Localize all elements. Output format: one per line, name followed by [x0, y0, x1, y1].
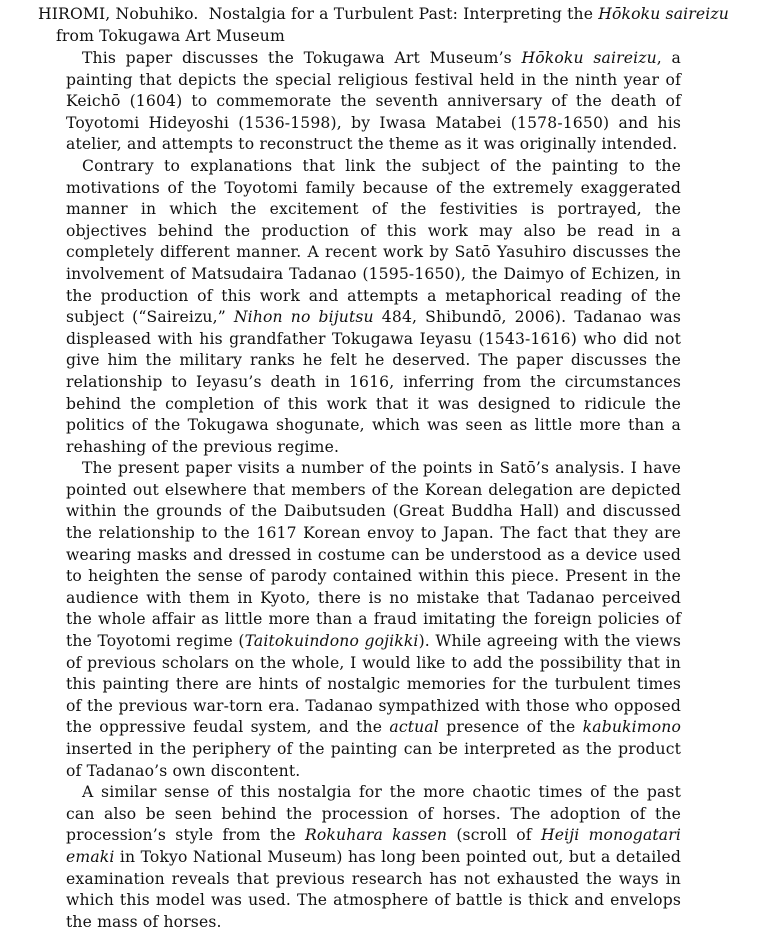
article-title-italic: Hōkoku saireizu: [598, 5, 729, 23]
p3-text-a: The present paper visits a number of the points in Satō’s analysis. I have pointed out elsewhere that members of the Korean delegation are depicted within the grounds of the Daibutsuden (Great Buddha Hall) and discussed the relationship to the 1617 Korean envoy to Japan. The fact that they are wearing masks and dressed in costume can be understood as a device used to heighten the sense of parody contained within this piece. Present in the audience with them in Kyoto, there is no mistake that Tadanao perceived the whole affair as little more than a fraud imitating the foreign policies of the Toyotomi regime (: [66, 459, 681, 651]
author-name: HIROMI, Nobuhiko.: [38, 5, 199, 23]
p1-italic-b: Hōkoku saireizu: [521, 49, 657, 67]
p2-text-a: Contrary to explanations that link the subject of the painting to the motivations of the Toyotomi family because of the extremely exaggerated manner in which the excitement of the festivities is portrayed, the objectives behind the production of this work may also be read in a completely different manner. A recent work by Satō Yasuhiro discusses the involvement of Matsudaira Tadanao (1595-1650), the Daimyo of Echizen, in the production of this work and attempts a metaphorical reading of the subject (“Saireizu,”: [66, 156, 681, 327]
p4-text-e: in Tokyo National Museum) has long been pointed out, but a detailed examination reveals that previous research has not exhausted the ways in which this model was used. The atmosphere of battle is thick and envelops the mass of horses.: [66, 847, 681, 931]
paragraph-3: [66, 458, 681, 782]
p4-italic-d: Heiji monogatari emaki: [66, 826, 681, 866]
p3-italic-b: Taitokuindono gojikki: [244, 632, 419, 651]
p4-text-a: A similar sense of this nostalgia for the more chaotic times of the past can also be seen behind the procession of horses. The adoption of the procession’s style from the: [66, 783, 681, 845]
p2-italic-b: Nihon no bijutsu: [233, 308, 374, 327]
p3-text-e: presence of the: [438, 718, 583, 737]
p4-italic-b: Rokuhara kassen: [304, 826, 448, 845]
p4-text-c: (scroll of: [447, 826, 541, 845]
article-heading: [38, 4, 761, 47]
p2-text-c: 484, Shibundō, 2006). Tadanao was displeased with his grandfather Tokugawa Ieyasu (1543-1616) who did not give him the military ranks he felt he deserved. The paper discusses the relationship to Ieyasu’s death in 1616, inferring from the circumstances behind the completion of this work that it was designed to ridicule the politics of the Tokugawa shogunate, which was seen as little more than a rehashing of the previous regime.: [66, 308, 681, 456]
abstract-body: [66, 48, 681, 933]
paragraph-2: [66, 156, 681, 458]
paragraph-4: [66, 782, 681, 933]
article-title-pre: Nostalgia for a Turbulent Past: Interpreting the: [208, 5, 599, 23]
p1-text-c: , a painting that depicts the special religious festival held in the ninth year of Keichō (1604) to commemorate the seventh anniversary of the death of Toyotomi Hideyoshi (1536-1598), by Iwasa Matabei (1578-1650) and his atelier, and attempts to reconstruct the theme as it was originally intended.: [66, 49, 681, 154]
p3-italic-d: actual: [389, 718, 439, 737]
p3-text-g: inserted in the periphery of the painting can be interpreted as the product of Tadanao’s own discontent.: [66, 740, 681, 780]
paragraph-1: [66, 48, 681, 156]
p3-text-c: ). While agreeing with the views of previous scholars on the whole, I would like to add the possibility that in this painting there are hints of nostalgic memories for the turbulent times of the previous war-torn era. Tadanao sympathized with those who opposed the oppressive feudal system, and the: [66, 632, 681, 737]
p1-text-a: This paper discusses the Tokugawa Art Museum’s: [82, 49, 522, 67]
article-title-post: from Tokugawa Art Museum: [56, 26, 285, 45]
p3-italic-f: kabukimono: [582, 718, 681, 737]
